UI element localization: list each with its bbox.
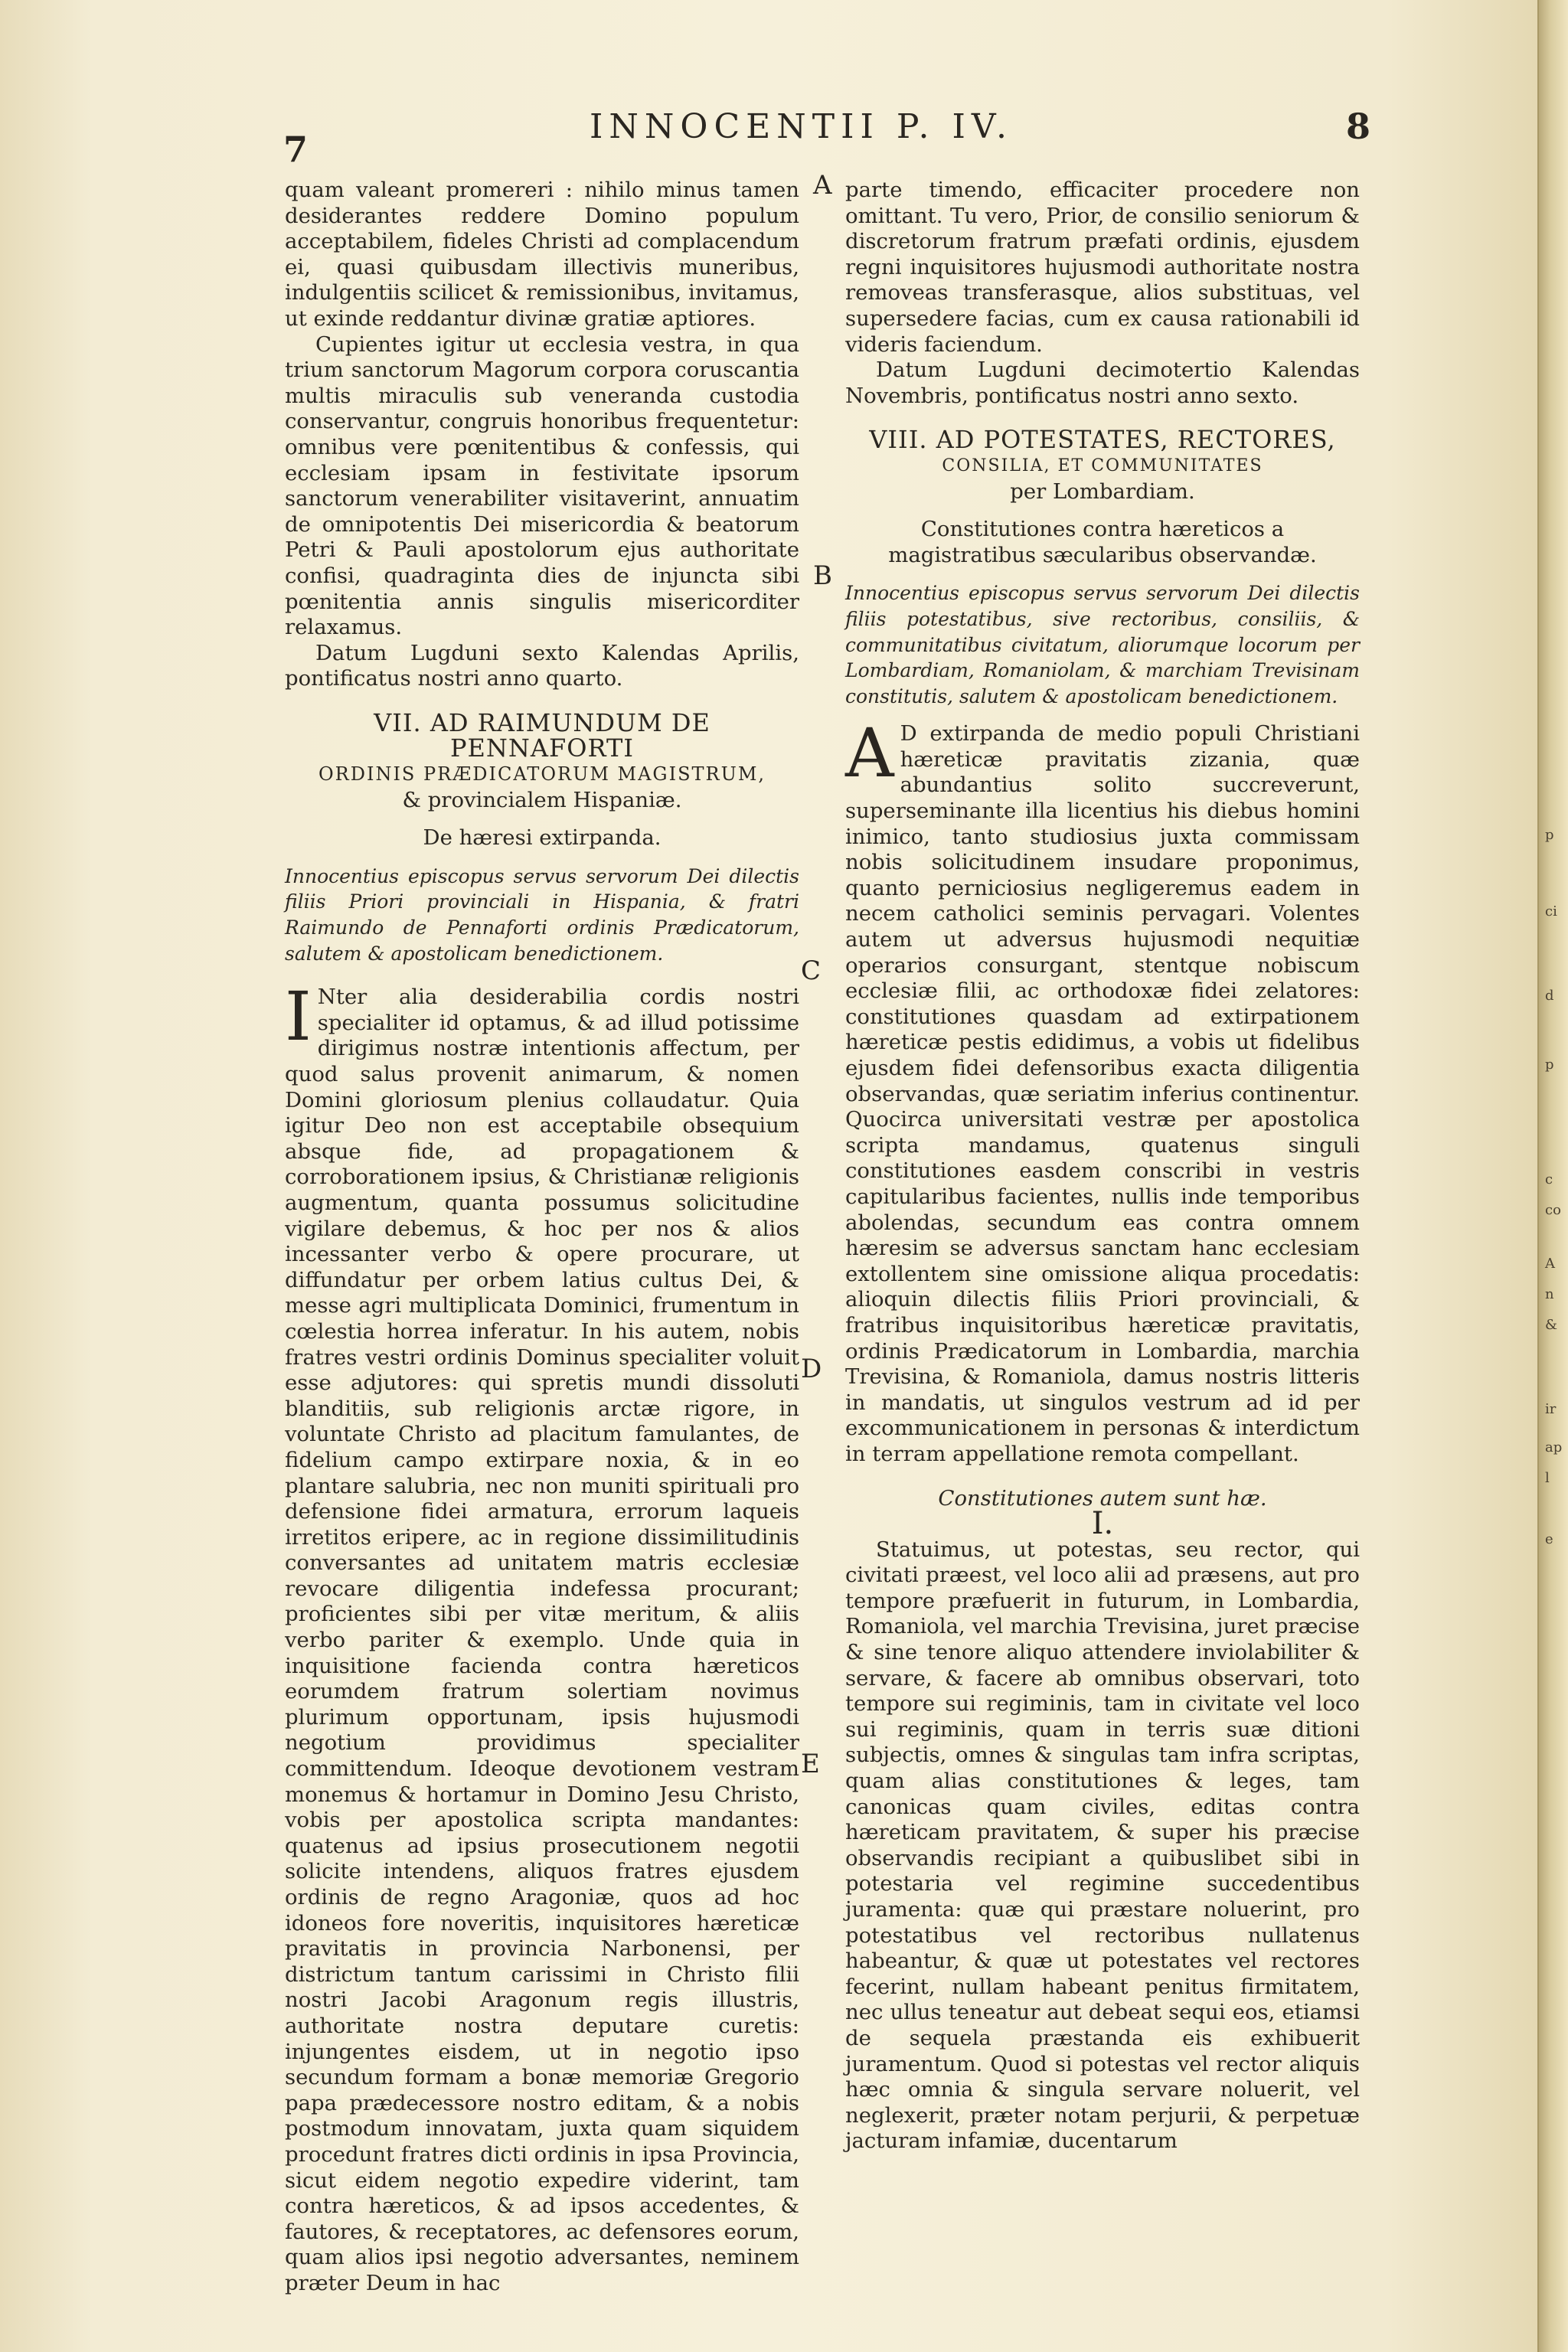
edge-fragment: ap: [1545, 1439, 1563, 1455]
edge-fragment: &: [1545, 1317, 1558, 1333]
section-vii-heading: VII. AD RAIMUNDUM DE PENNAFORTI: [374, 707, 710, 763]
right-para-2: Datum Lugduni decimotertio Kalendas Novembris, pontificatus nostri anno sexto.: [845, 358, 1360, 408]
edge-fragment: n: [1545, 1286, 1554, 1302]
section-viii-topic: Constitutiones contra hæreticos a magistratibus sæcularibus observandæ.: [888, 517, 1317, 567]
margin-letter-d: D: [801, 1354, 822, 1384]
section-vii-salutation: Innocentius episcopus servus servorum Dei dilectis filiis Priori provinciali in Hispania, & fratri Raimundo de Pennaforti ordinis Prædicatorum, salutem & apostolicam benedictionem.: [285, 864, 799, 965]
constitutiones-heading: Constitutiones autem sunt hæ.: [938, 1485, 1267, 1511]
left-para-2: Cupientes igitur ut ecclesia vestra, in qua trium sanctorum Magorum corpora coruscantia multis miraculis sub veneranda custodia conservantur, congruis honoribus frequentetur: omnibus vere pœnitentibus & confessis, qui ecclesiam ipsam in festivitate ipsorum sanctorum venerabiliter visitaverint, annuatim de omnipotentis Dei misericordia & beatorum Petri & Pauli apostolorum ejus authoritate confisi, quadraginta dies de injuncta sibi pœnitentia annis singulis misericorditer relaxamus.: [285, 332, 799, 640]
dropcap-a: A: [845, 714, 894, 793]
constitution-number: I.: [1091, 1506, 1114, 1542]
edge-fragment: ir: [1545, 1401, 1557, 1417]
dropcap-i: I: [285, 977, 312, 1057]
constitution-1-text: Statuimus, ut potestas, seu rector, qui civitati præest, vel loco alii ad præsens, aut pro tempore præfuerit in futurum, in Lombardia, Romaniola, vel marchia Trevisina, juret præcise & sine tenore aliquo attendere inviolabiliter & servare, & facere ab omnibus observari, toto tempore sui regiminis, tam in civitate vel loco sui regiminis, quam in terris suæ ditioni subjectis, omnes & singulas tam infra scriptas, quam alias constitutiones & leges, tam canonicas quam civiles, editas contra hæreticam pravitatem, & super his præcise observandis recipiant a quibuslibet sibi in potestaria vel regimine succedentibus juramenta: quæ qui præstare noluerint, pro potestatibus vel rectoribus nullatenus habeantur, & quæ ut potestates vel rectores fecerint, nullam habeant penitus firmitatem, nec ullus teneatur aut debeat sequi eos, etiamsi de sequela præstanda eis exhibuerit juramentum. Quod si potestas vel rector aliquis hæc omnia & singula servare noluerit, vel neglexerit, præter notam perjurii, & perpetuæ jacturam infamiæ, ducentarum: [845, 1537, 1360, 2154]
edge-fragment: c: [1545, 1171, 1553, 1187]
margin-letter-c: C: [801, 956, 822, 986]
edge-fragment: p: [1545, 827, 1554, 843]
running-title: INNOCENTII P. IV.: [590, 107, 1013, 146]
edge-fragment: co: [1545, 1202, 1561, 1218]
edge-fragment: d: [1545, 988, 1554, 1004]
page-header: [0, 106, 1539, 170]
edge-fragment: p: [1545, 1057, 1554, 1073]
section-vii-subheading-1: ORDINIS PRÆDICATORUM MAGISTRUM,: [318, 763, 766, 786]
section-vii-body-text: Nter alia desiderabilia cordis nostri specialiter id optamus, & ad illud potissime dirigimus nostræ intentionis affectum, per quod salus provenit animarum, & nomen Domini gloriosum plenius collaudatur. Quia igitur Deo non est acceptabile obsequium absque fide, ad propagationem & corroborationem ipsius, & Christianæ religionis augmentum, quanta possumus solicitudine vigilare debemus, & hoc per nos & alios incessanter verbo & opere procurare, ut diffundatur per orbem latius cultus Dei, & messe agri multiplicata Dominici, frumentum in cœlestia horrea inferatur. In his autem, nobis fratres vestri ordinis Dominus specialiter voluit esse adjutores: qui spretis mundi dissoluti blanditiis, sub religionis arctæ rigore, in voluntate Christo ad placitum famulantes, de fidelium campo extirpare noxia, & in eo plantare salubria, nec non muniti spirituali pro defensione fidei armatura, errorum laqueis irretitos eripere, ac in regione dissimilitudinis conversantes ad unitatem matris ecclesiæ revocare diligentia indefessa procurant; proficientes sibi per vitæ meritum, & aliis verbo pariter & exemplo. Unde quia in inquisitione facienda contra hæreticos eorumdem fratrum solertiam novimus plurimum opportunam, ipsis hujusmodi negotium providimus specialiter committendum. Ideoque devotionem vestram monemus & hortamur in Domino Jesu Christo, vobis per apostolica scripta mandantes: quatenus ad ipsius prosecutionem negotii solicite intendens, aliquos fratres ejusdem ordinis de regno Aragoniæ, quos ad hoc idoneos fore noveritis, inquisitores hæreticæ pravitatis in provincia Narbonensi, per districtum tantum carissimi in Christo filii nostri Jacobi Aragonum regis illustris, authoritate nostra deputare curetis: injungentes eisdem, ut in negotio ipso secundum formam a bonæ memoriæ Gregorio papa prædecessore nostro editam, & a nobis postmodum innovatam, juxta quam siquidem procedunt fratres dicti ordinis in ipsa Provincia, sicut eidem negotio expedire viderint, tam contra hæreticos, & ad ipsos accedentes, & fautores, & receptatores, ac defensores eorum, quam alios ipsi negotio adversantes, neminem præter Deum in hac: [285, 985, 799, 2295]
section-viii-body-text: D extirpanda de medio populi Christiani hæreticæ pravitatis zizania, quæ abundantius solito succreverunt, superseminante illa licentius his diebus homini inimico, tanto studiosius juxta commissam nobis solicitudinem insudare proponimus, quanto perniciosius negligeremus eadem in necem catholici seminis pervagari. Volentes autem ut adversus hujusmodi nequitiæ operarios consurgant, stentque nobiscum ecclesiæ filii, ac orthodoxæ fidei zelatores: constitutiones quasdam ad extirpationem hæreticæ pestis edidimus, a vobis ut fidelibus ejusdem fidei defensoribus exacta diligentia observandas, quæ seriatim inferius continentur. Quocirca universitati vestræ per apostolica scripta mandamus, quatenus singuli constitutiones easdem conscribi in vestris capitularibus facientes, nullis inde temporibus abolendas, secundum eas contra omnem hæresim se adversus sanctam hanc ecclesiam extollentem sine omissione aliqua procedatis: alioquin dilectis filiis Priori provinciali, & fratribus inquisitoribus hæreticæ pravitatis, ordinis Prædicatorum in Lombardia, marchia Trevisina, & Romaniola, damus nostris litteris in mandatis, ut singulos vestrum ad id per excommunicationem in personas & interdictum in terram appellatione remota compellant.: [845, 721, 1360, 1466]
page-number-right: 8: [1346, 106, 1371, 147]
section-viii-subheading-2: per Lombardiam.: [1010, 479, 1195, 504]
right-column: [845, 178, 1360, 2154]
margin-letter-b: B: [813, 560, 832, 591]
section-vii-body: [285, 977, 799, 2296]
section-viii-salutation: Innocentius episcopus servus servorum Dei dilectis filiis potestatibus, sive rectoribus, consiliis, & communitatibus civitatum, aliorumque locorum per Lombardiam, Romaniolam, & marchiam Trevisinam constitutis, salutem & apostolicam benedictionem.: [845, 582, 1360, 707]
margin-letter-e: E: [801, 1749, 820, 1779]
section-viii-subheading-1: CONSILIA, ET COMMUNITATES: [942, 456, 1263, 475]
edge-fragment: l: [1545, 1470, 1550, 1486]
edge-fragment: e: [1545, 1531, 1553, 1547]
section-vii-subheading-2: & provincialem Hispaniæ.: [402, 787, 682, 812]
left-para-1: quam valeant promereri : nihilo minus tamen desiderantes reddere Domino populum acceptabilem, fideles Christi ad complacendum ei, quasi quibusdam illectivis muneribus, indulgentiis scilicet & remissionibus, invitamus, ut exinde reddantur divinæ gratiæ aptiores.: [285, 178, 799, 331]
section-viii-body: [845, 714, 1360, 1467]
adjacent-page-edge: [1537, 0, 1568, 2352]
section-viii-heading: VIII. AD POTESTATES, RECTORES,: [869, 425, 1336, 455]
section-vii-topic: De hæresi extirpanda.: [423, 825, 662, 851]
edge-fragment: ci: [1545, 903, 1557, 920]
left-para-3: Datum Lugduni sexto Kalendas Aprilis, pontificatus nostri anno quarto.: [285, 640, 799, 691]
margin-letter-a: A: [813, 170, 832, 201]
page-number-left: 7: [283, 129, 309, 170]
left-column: [285, 178, 799, 2297]
right-para-1: parte timendo, efficaciter procedere non omittant. Tu vero, Prior, de consilio seniorum & discretorum fratrum præfati ordinis, ejusdem regni inquisitores hujusmodi authoritate nostra removeas transferasque, alios substituas, vel supersedere facias, cum ex causa rationabili id videris faciendum.: [845, 178, 1360, 357]
edge-fragment: A: [1545, 1256, 1555, 1272]
